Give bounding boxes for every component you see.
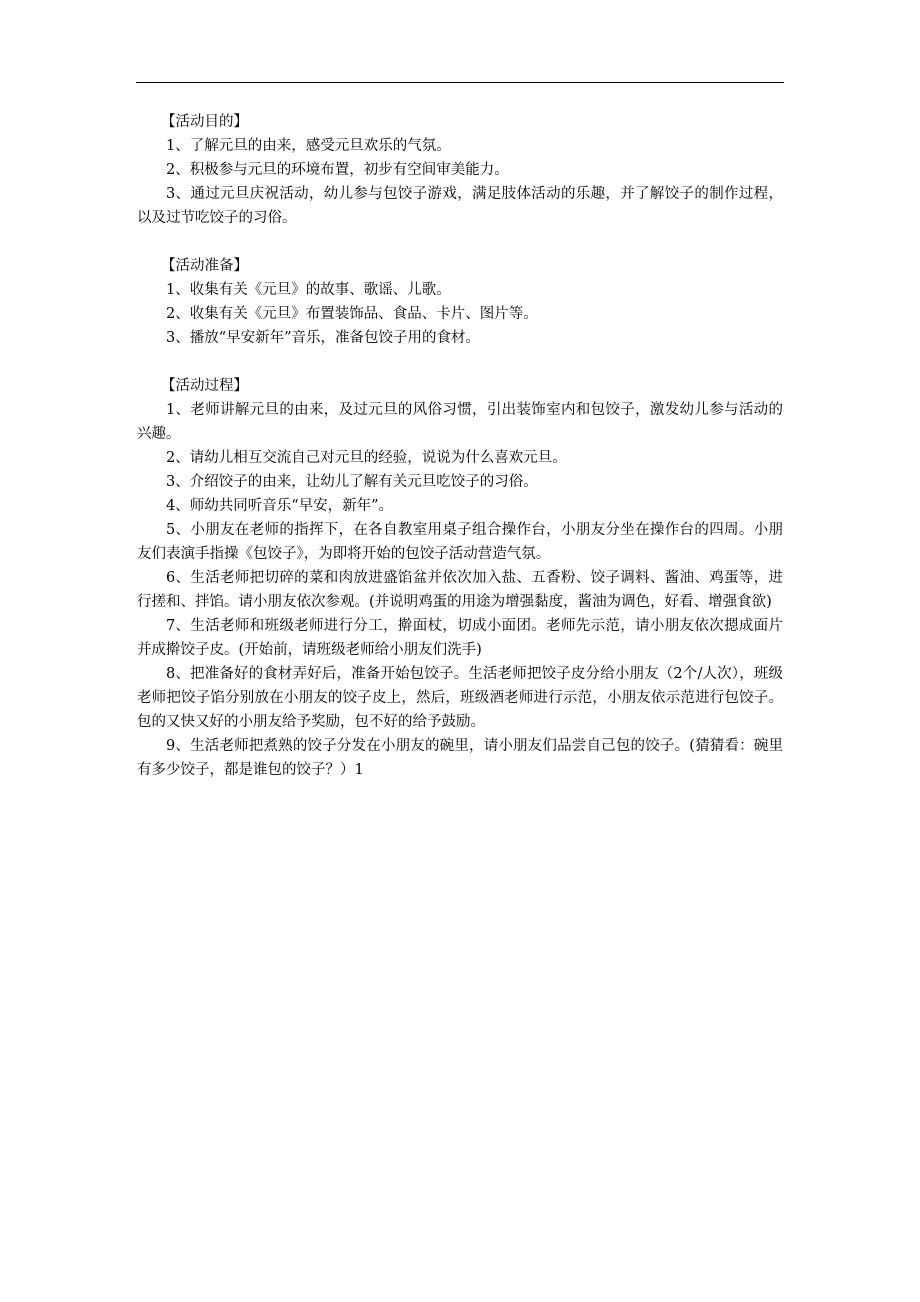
list-item: 3、介绍饺子的由来，让幼儿了解有关元旦吃饺子的习俗。 xyxy=(166,474,538,490)
section-heading: 【活动准备】 xyxy=(161,258,248,274)
list-item: 7、生活老师和班级老师进行分工，擀面杖，切成小面团。老师先示范，请小朋友依次摁成面片并成擀饺子皮。(开始前，请班级老师给小朋友们洗手) xyxy=(137,618,783,658)
document-body xyxy=(137,110,783,806)
list-item: 1、老师讲解元旦的由来，及过元旦的风俗习惯，引出装饰室内和包饺子，激发幼儿参与活动的兴趣。 xyxy=(137,402,783,442)
list-item: 2、请幼儿相互交流自己对元旦的经验，说说为什么喜欢元旦。 xyxy=(166,450,567,466)
list-item: 1、了解元旦的由来，感受元旦欢乐的气氛。 xyxy=(166,138,451,154)
section-activity-process xyxy=(137,374,783,782)
list-item: 2、收集有关《元旦》布置装饰品、食品、卡片、图片等。 xyxy=(166,306,538,322)
list-item: 4、师幼共同听音乐“早安，新年”。 xyxy=(166,498,394,514)
list-item: 5、小朋友在老师的指挥下，在各自教室用桌子组合操作台，小朋友分坐在操作台的四周。小朋友们表演手指操《包饺子》，为即将开始的包饺子活动营造气氛。 xyxy=(137,522,783,562)
section-heading: 【活动目的】 xyxy=(161,114,248,130)
list-item: 3、通过元旦庆祝活动，幼儿参与包饺子游戏，满足肢体活动的乐趣，并了解饺子的制作过程，以及过节吃饺子的习俗。 xyxy=(137,186,783,226)
list-item: 6、生活老师把切碎的菜和肉放进盛馅盆并依次加入盐、五香粉、饺子调料、酱油、鸡蛋等，进行搓和、拌馅。请小朋友依次参观。(并说明鸡蛋的用途为增强黏度，酱油为调色，好看、增强食欲) xyxy=(137,570,783,610)
list-item: 3、播放“早安新年”音乐，准备包饺子用的食材。 xyxy=(166,330,481,346)
section-activity-goals xyxy=(137,110,783,230)
section-heading: 【活动过程】 xyxy=(161,378,248,394)
list-item: 8、把准备好的食材弄好后，准备开始包饺子。生活老师把饺子皮分给小朋友（2个/人次），班级老师把饺子馅分别放在小朋友的饺子皮上，然后，班级酒老师进行示范，小朋友依示范进行包饺子。包的又快又好的小朋友给予奖励，包不好的给予鼓励。 xyxy=(137,666,783,730)
list-item: 2、积极参与元旦的环境布置，初步有空间审美能力。 xyxy=(166,162,509,178)
list-item: 9、生活老师把煮熟的饺子分发在小朋友的碗里，请小朋友们品尝自己包的饺子。(猜猜看：碗里有多少饺子，都是谁包的饺子？）1 xyxy=(137,738,783,778)
header-rule xyxy=(136,82,784,83)
list-item: 1、收集有关《元旦》的故事、歌谣、儿歌。 xyxy=(166,282,451,298)
section-activity-preparation xyxy=(137,254,783,350)
